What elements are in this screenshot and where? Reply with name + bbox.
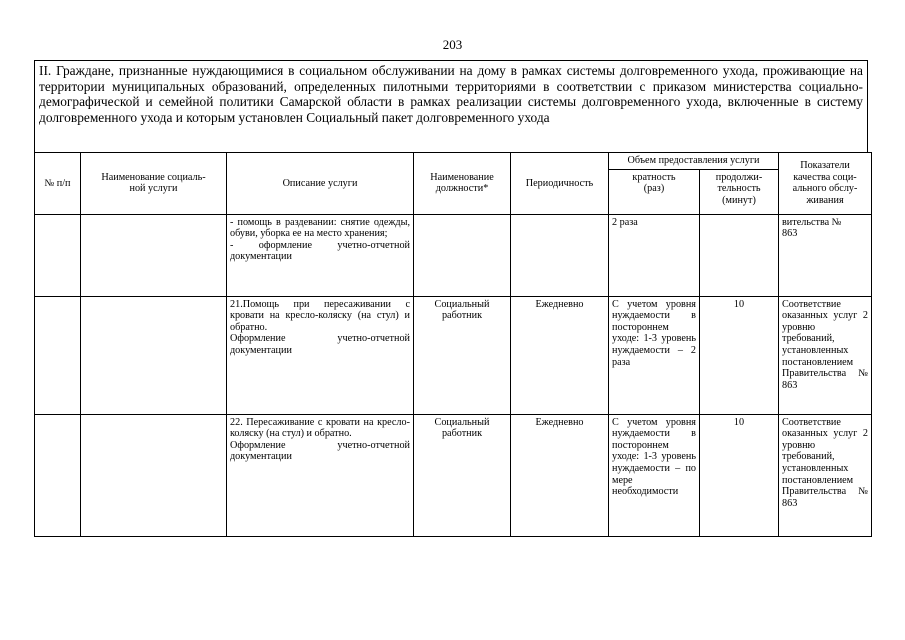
cell-description: - помощь в раздевании: снятие одежды, обуви, уборка ее на место хранения; - оформление учетно-отчетной документации [227, 214, 414, 296]
cell-periodicity: Ежедневно [511, 296, 609, 414]
cell-duration: 10 [700, 414, 779, 536]
cell-frequency: С учетом уровня нуждаемости в постороннем уходе: 1-3 уровень нуждаемости – по мере необходимости [609, 414, 700, 536]
cell-frequency: С учетом уровня нуждаемости в постороннем уходе: 1-3 уровень нуждаемости – 2 раза [609, 296, 700, 414]
cell-quality: Соответствие оказанных услуг 2 уровню требований, установленных постановлением Правительства № 863 [779, 296, 872, 414]
cell-num [35, 296, 81, 414]
cell-periodicity [511, 214, 609, 296]
page-number: 203 [442, 37, 463, 52]
header-service-name: Наименование социаль- ной услуги [81, 153, 227, 215]
header-description: Описание услуги [227, 153, 414, 215]
header-frequency: кратность (раз) [609, 169, 700, 214]
cell-service-name [81, 414, 227, 536]
cell-duration: 10 [700, 296, 779, 414]
cell-num [35, 414, 81, 536]
cell-quality: Соответствие оказанных услуг 2 уровню требований, установленных постановлением Правительства № 863 [779, 414, 872, 536]
cell-service-name [81, 296, 227, 414]
cell-periodicity: Ежедневно [511, 414, 609, 536]
header-quality: Показатели качества соци- ального обслу- живания [779, 153, 872, 215]
table-row [35, 414, 872, 536]
header-num: № п/п [35, 153, 81, 215]
cell-quality: вительства № 863 [779, 214, 872, 296]
cell-position [414, 214, 511, 296]
table-row [35, 214, 872, 296]
cell-num [35, 214, 81, 296]
cell-description: 22. Пересаживание с кровати на кресло-коляску (на стул) и обратно. Оформление учетно-отчетной документации [227, 414, 414, 536]
header-position: Наименование должности* [414, 153, 511, 215]
cell-service-name [81, 214, 227, 296]
cell-position: Социальный работник [414, 414, 511, 536]
cell-frequency: 2 раза [609, 214, 700, 296]
cell-description: 21.Помощь при пересаживании с кровати на кресло-коляску (на стул) и обратно. Оформление учетно-отчетной документации [227, 296, 414, 414]
section-title: II. Граждане, признанные нуждающимися в социальном обслуживании на дому в рамках системы долговременного ухода, проживающие на территории муниципальных образований, определенных пилотными территориями в соответствии с приказом министерства социально-демографической и семейной политики Самарской области в рамках реализации системы долговременного ухода, включенные в систему долговременного ухода и которым установлен Социальный пакет долговременного ухода [34, 60, 868, 152]
services-table [34, 152, 872, 537]
cell-duration [700, 214, 779, 296]
header-periodicity: Периодичность [511, 153, 609, 215]
table-row [35, 296, 872, 414]
header-duration: продолжи- тельность (минут) [700, 169, 779, 214]
header-volume: Объем предоставления услуги [609, 153, 779, 170]
cell-position: Социальный работник [414, 296, 511, 414]
